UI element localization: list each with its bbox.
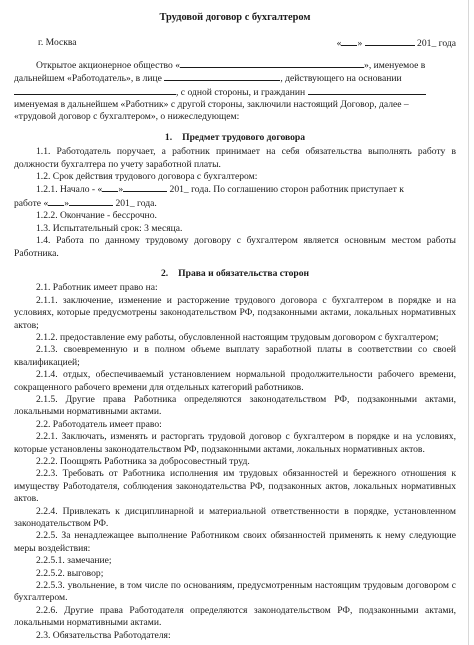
contract-date: « » 201_ года [336, 38, 456, 50]
city-date-row [14, 37, 456, 50]
preamble-line-4: именуемая в дальнейшем «Работник» с другой стороны, заключили настоящий Договор, далее – [14, 99, 409, 111]
clause-2-2-5-2: 2.2.5.2. выговор; [36, 567, 104, 579]
section-1-heading: 1. Предмет трудового договора [164, 131, 306, 143]
clause-1-2-2: 1.2.2. Окончание - бессрочно. [36, 210, 157, 222]
clause-2-2-5-1: 2.2.5.1. замечание; [36, 555, 112, 567]
clause-2-2-1: 2.2.1. Заключать, изменять и расторгать трудовой договор с бухгалтером в порядке и на условиях, которые установлены законодательством РФ, подзаконными актами, локальных нормативных актов. [14, 431, 456, 455]
clause-2-3: 2.3. Обязательства Работодателя: [36, 629, 171, 641]
clause-2-2-2: 2.2.2. Поощрять Работника за добросовестный труд. [36, 456, 250, 467]
section-2-heading: 2. Права и обязательства сторон [160, 267, 310, 279]
clause-1-1: 1.1. Работодатель поручает, а работник принимает на себя обязательства выполнять работу в должности бухгалтера по учету заработной платы. [14, 146, 456, 170]
clause-2-2-5-3: 2.2.5.3. увольнение, в том числе по основаниям, предусмотренным настоящим трудовым договором с бухгалтером. [14, 580, 456, 604]
clause-2-2-3: 2.2.3. Требовать от Работника исполнения им трудовых обязанностей и бережного отношения к имуществу Работодателя, соблюдения законодательства РФ, подзаконных актов, локальных нормативных актов. [14, 468, 456, 505]
clause-2-1: 2.1. Работник имеет право на: [36, 282, 158, 294]
clause-2-1-5: 2.1.5. Другие права Работника определяются законодательством РФ, подзаконными актами, локальными нормативными актами. [14, 393, 456, 418]
preamble-line-3: , с одной стороны, и гражданин [14, 86, 456, 99]
clause-2-1-2: 2.1.2. предоставление ему работы, обусловленной настоящим трудовым договором с бухгалтером; [36, 331, 439, 343]
clause-2-1-4: 2.1.4. отдых, обеспечиваемый установлением нормальной продолжительности рабочего времени, сокращенного рабочего времени для отдельных категорий работников. [14, 369, 456, 393]
city: г. Москва [38, 37, 77, 49]
clause-2-2-6: 2.2.6. Другие права Работодателя определяются законодательством РФ, подзаконными актами, локальными нормативными актами. [14, 604, 456, 629]
clause-2-2-4: 2.2.4. Привлекать к дисциплинарной и материальной ответственности в порядке, установленном законодательством РФ. [14, 505, 456, 530]
clause-2-2: 2.2. Работодатель имеет право: [36, 418, 162, 430]
clause-2-1-3: 2.1.3. своевременную и в полном объеме выплату заработной платы в соответствии со своей квалификацией; [14, 344, 456, 368]
clause-1-2-1-cont: работе « » 201_ года. [14, 197, 157, 209]
clause-1-2: 1.2. Срок действия трудового договора с бухгалтером: [36, 171, 258, 183]
clause-2-1-1: 2.1.1. заключение, изменение и расторжение трудового договора с бухгалтером в порядке и на условиях, которые предусмотрены законодательством РФ, подзаконными актами, локальных нормативных актов; [14, 294, 456, 331]
preamble-line-1: Открытое акционерное общество « », именуемое в [36, 59, 426, 71]
page-edge [468, 0, 469, 645]
clause-1-3: 1.3. Испытательный срок: 3 месяца. [36, 222, 183, 234]
clause-2-2-5: 2.2.5. За ненадлежащее выполнение Работником своих обязанностей применять к нему следующие меры воздействия: [14, 530, 456, 554]
clause-1-4: 1.4. Работа по данному трудовому договору с бухгалтером является основным местом работы Работника. [14, 235, 456, 259]
preamble [14, 59, 456, 124]
preamble-line-2: дальнейшем «Работодатель», в лице , действующего на основании [14, 73, 402, 85]
preamble-line-5: «трудовой договор с бухгалтером», о нижеследующем: [14, 111, 240, 123]
clause-1-2-1: 1.2.1. Начало - « » 201_ года. По соглашению сторон работник приступает к [36, 184, 404, 196]
document-title: Трудовой договор с бухгалтером [159, 12, 311, 23]
